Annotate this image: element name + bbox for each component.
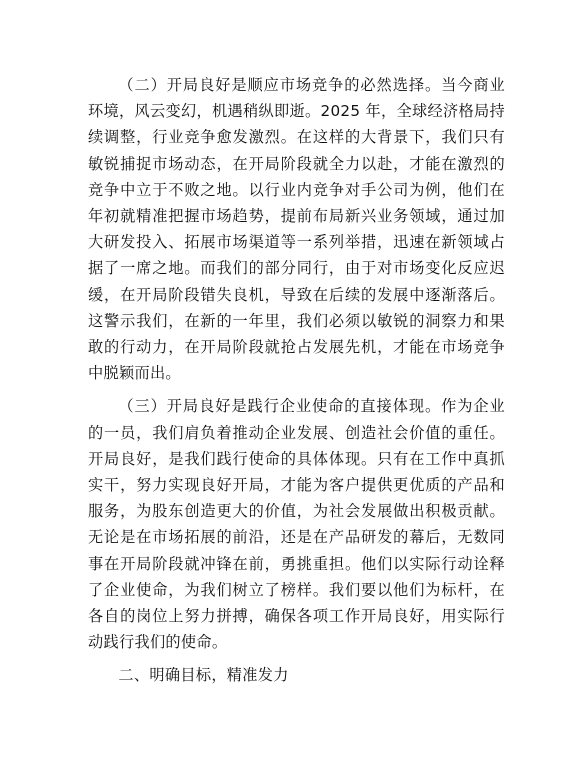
document-page	[88, 72, 505, 688]
section-heading: 二、明确目标，精准发力	[118, 666, 289, 685]
paragraph-enterprise-mission: （三）开局良好是践行企业使命的直接体现。作为企业的一员，我们肩负着推动企业发展、创造社会价值的重任。开局良好，是我们践行使命的具体体现。只有在工作中真抓实干，努力实现良好开局，才能为客户提供更优质的产品和服务，为股东创造更大的价值，为社会发展做出积极贡献。无论是在市场拓展的前沿，还是在产品研发的幕后，无数同事在开局阶段就冲锋在前，勇挑重担。他们以实际行动诠释了企业使命，为我们树立了榜样。我们要以他们为标杆，在各自的岗位上努力拼搏，确保各项工作开局良好，用实际行动践行我们的使命。	[88, 397, 505, 652]
paragraph-market-competition: （二）开局良好是顺应市场竞争的必然选择。当今商业环境，风云变幻，机遇稍纵即逝。2025 年，全球经济格局持续调整，行业竞争愈发激烈。在这样的大背景下，我们只有敏锐捕捉市场动态，在开局阶段就全力以赴，才能在激烈的竞争中立于不败之地。以行业内竞争对手公司为例，他们在年初就精准把握市场趋势，提前布局新兴业务领域，通过加大研发投入、拓展市场渠道等一系列举措，迅速在新领域占据了一席之地。而我们的部分同行，由于对市场变化反应迟缓，在开局阶段错失良机，导致在后续的发展中逐渐落后。这警示我们，在新的一年里，我们必须以敏锐的洞察力和果敢的行动力，在开局阶段就抢占发展先机，才能在市场竞争中脱颖而出。	[88, 76, 505, 383]
